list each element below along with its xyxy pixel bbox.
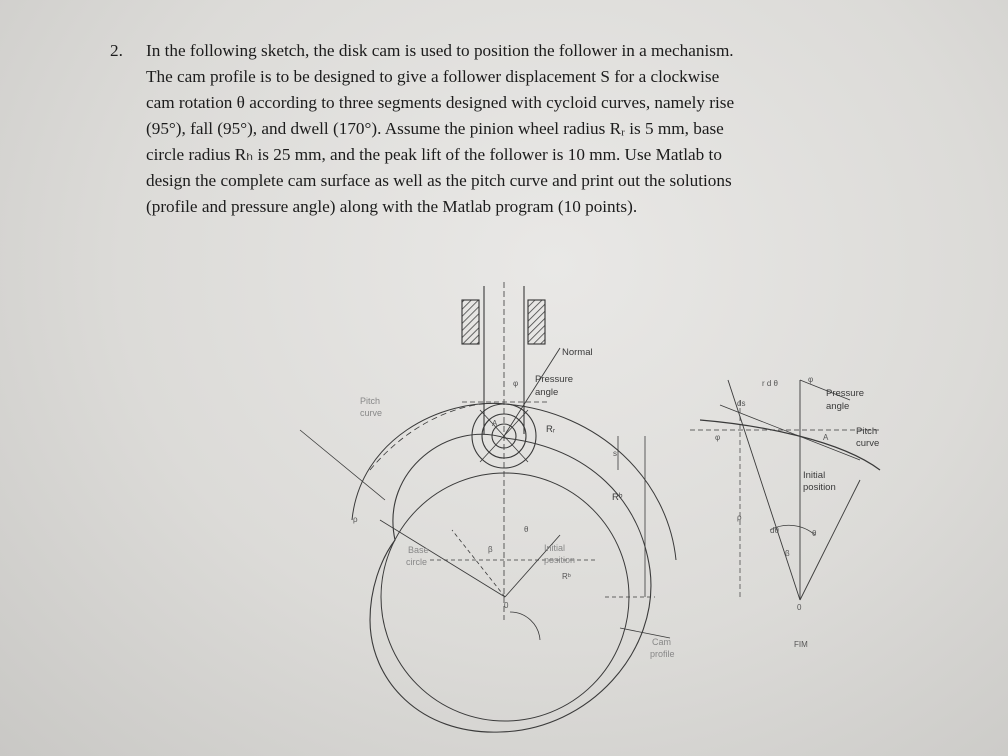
label-phi: φ	[513, 379, 519, 388]
label-base-circle: circle	[406, 557, 428, 567]
question-line: cam rotation θ according to three segments designed with cycloid curves, namely rise	[146, 93, 735, 112]
detail-diagram	[690, 380, 880, 600]
detail-label-origin: 0	[797, 603, 802, 612]
question-line: design the complete cam surface as well as the pitch curve and print out the solutions	[146, 171, 732, 190]
detail-label-corner: FIM	[794, 640, 808, 649]
label-base-circle: Base	[408, 545, 429, 555]
label-rb: Rᵇ	[612, 492, 623, 503]
label-rr: Rᵣ	[546, 424, 556, 435]
detail-tangent	[720, 405, 860, 460]
rotation-arrow	[510, 612, 540, 640]
pitch-curve-dashed	[370, 403, 505, 470]
detail-line	[800, 480, 860, 600]
label-theta: θ	[524, 525, 529, 534]
cam-profile	[370, 434, 651, 732]
guide-left	[462, 300, 479, 344]
detail-label-r-dtheta: r d θ	[762, 379, 779, 388]
question-line: (95°), fall (95°), and dwell (170°). Assume the pinion wheel radius Rᵣ is 5 mm, base	[146, 119, 724, 138]
detail-label-pressure-angle: Pressure	[826, 388, 865, 399]
detail-line	[728, 380, 800, 600]
detail-label-initial-position: Initial	[803, 470, 826, 481]
guide-right	[528, 300, 545, 344]
question-line: The cam profile is to be designed to give a follower displacement S for a clockwise	[146, 67, 720, 86]
detail-label-ds: ds	[737, 399, 746, 408]
detail-label-pitch-curve: Pitch	[856, 426, 878, 437]
radius-line	[452, 530, 505, 597]
label-cam-profile: profile	[650, 649, 675, 659]
label-pitch-curve: Pitch	[360, 396, 381, 406]
detail-label-phi2: φ	[715, 433, 721, 442]
label-normal: Normal	[562, 347, 593, 358]
detail-label-phi: φ	[808, 375, 814, 384]
label-pressure-angle: Pressure	[535, 374, 574, 385]
label-a: A	[492, 419, 498, 428]
pitch-leader	[300, 430, 385, 500]
detail-label-theta: θ	[812, 529, 817, 538]
detail-label-beta: β	[785, 549, 790, 558]
detail-pitch-curve	[700, 420, 880, 470]
detail-label-pitch-curve: curve	[856, 438, 880, 449]
cam-diagram	[300, 282, 676, 732]
question-line: circle radius Rₕ is 25 mm, and the peak lift of the follower is 10 mm. Use Matlab to	[146, 145, 722, 164]
label-rho: ρ	[353, 515, 358, 524]
radius-line	[380, 520, 505, 597]
label-s: s	[613, 449, 617, 458]
label-initial-position: Initial	[544, 543, 566, 553]
question-line: (profile and pressure angle) along with the Matlab program (10 points).	[146, 197, 638, 216]
question-number: 2.	[110, 41, 123, 60]
detail-label-pressure-angle: angle	[826, 401, 850, 412]
pitch-curve	[352, 403, 676, 560]
detail-label-dtheta: dθ	[770, 526, 779, 535]
detail-label-rho: ρ	[737, 513, 742, 522]
detail-label-initial-position: position	[803, 482, 836, 493]
question-line: In the following sketch, the disk cam is used to position the follower in a mechanism.	[146, 41, 734, 60]
label-rb2: Rᵇ	[562, 572, 571, 581]
label-cam-profile: Cam	[652, 637, 672, 647]
label-beta: β	[488, 545, 493, 554]
label-initial-position: position	[544, 555, 576, 565]
label-origin: 0	[504, 601, 509, 610]
label-pressure-angle: angle	[535, 387, 559, 398]
detail-label-a: A	[823, 433, 829, 442]
label-pitch-curve: curve	[360, 408, 383, 418]
